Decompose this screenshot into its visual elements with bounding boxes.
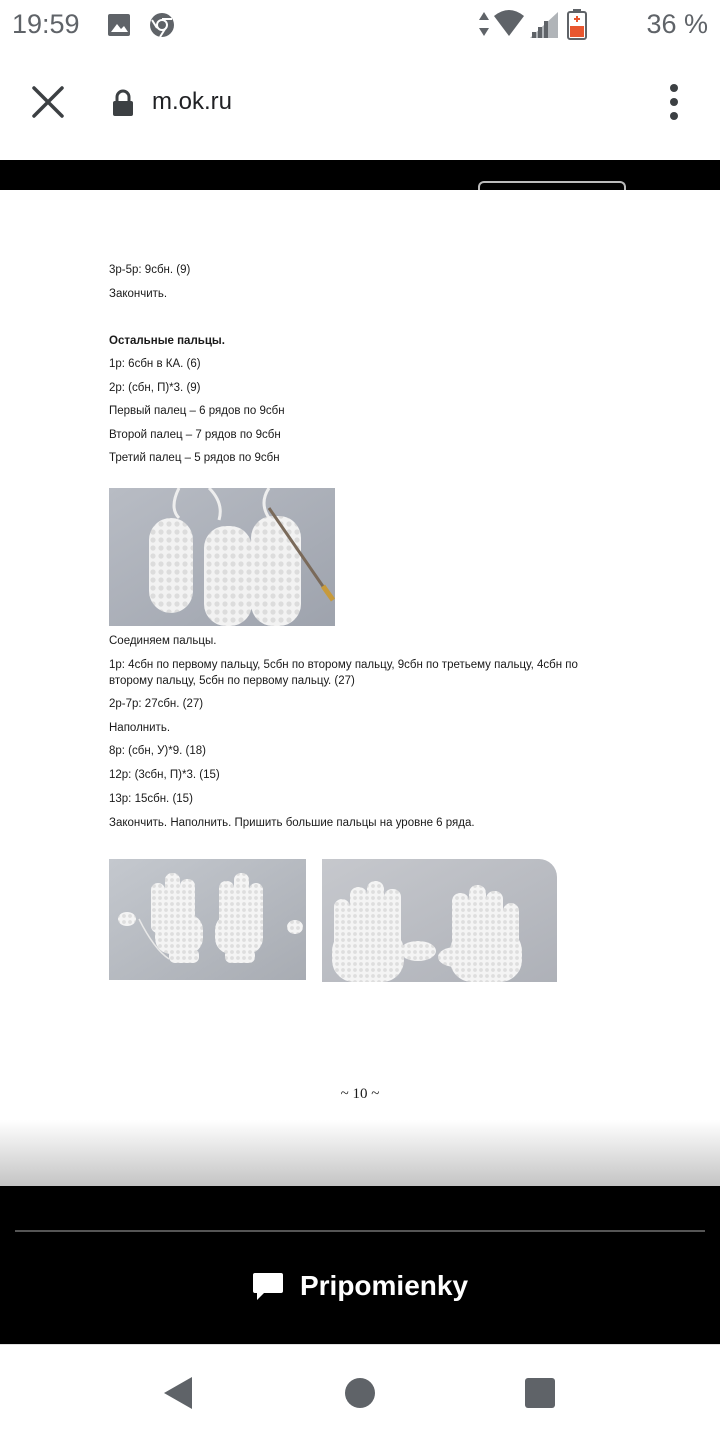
recents-icon — [522, 1375, 558, 1411]
status-bar — [0, 0, 720, 50]
doc-line: второму пальцу, 5сбн по первому пальцу. (27) — [109, 675, 355, 687]
status-left-icons — [106, 12, 186, 43]
home-icon — [342, 1375, 378, 1411]
document-fade — [0, 1120, 720, 1186]
close-icon — [26, 80, 70, 124]
wifi-icon — [494, 10, 524, 36]
comments-panel — [0, 1186, 720, 1344]
navigation-bar — [0, 1344, 720, 1441]
comments-button[interactable] — [0, 1256, 720, 1316]
comments-label: Pripomienky — [299, 1270, 469, 1301]
more-options-button[interactable] — [660, 82, 688, 122]
battery-percentage: 36 % — [646, 9, 708, 39]
comment-icon — [252, 1270, 284, 1302]
recents-button[interactable] — [522, 1375, 558, 1411]
lock-icon — [112, 89, 134, 122]
page-number: ~ 10 ~ — [340, 1086, 380, 1102]
battery-icon — [568, 9, 586, 39]
doc-line: 2р: (сбн, П)*3. (9) — [109, 382, 201, 394]
doc-line: 12р: (3сбн, П)*3. (15) — [109, 769, 220, 781]
fingers-photo — [109, 488, 335, 626]
status-time: 19:59 — [12, 9, 80, 39]
close-button[interactable] — [26, 80, 70, 124]
divider — [15, 1230, 705, 1232]
doc-line: Закончить. Наполнить. Пришить большие пальцы на уровне 6 ряда. — [109, 817, 475, 829]
signal-icon — [530, 12, 558, 38]
back-icon — [160, 1375, 196, 1411]
doc-line: Первый палец – 6 рядов по 9сбн — [109, 405, 285, 417]
more-vert-icon — [660, 82, 688, 122]
doc-line: Соединяем пальцы. — [109, 635, 217, 647]
url-text[interactable]: m.ok.ru — [152, 88, 233, 115]
image-icon — [108, 14, 130, 36]
back-button[interactable] — [160, 1375, 196, 1411]
section-heading: Остальные пальцы. — [109, 335, 225, 347]
data-arrows-icon — [479, 12, 489, 36]
doc-line: Третий палец – 5 рядов по 9сбн — [109, 452, 280, 464]
chrome-icon — [150, 13, 174, 37]
home-button[interactable] — [342, 1375, 378, 1411]
doc-line: 2р-7р: 27сбн. (27) — [109, 698, 204, 710]
doc-line: 8р: (сбн, У)*9. (18) — [109, 745, 206, 757]
document-page[interactable] — [0, 190, 720, 1120]
doc-line: 1р: 4сбн по первому пальцу, 5сбн по второму пальцу, 9сбн по третьему пальцу, 4сбн по — [109, 659, 578, 671]
doc-line: 3р-5р: 9сбн. (9) — [109, 264, 191, 276]
browser-toolbar — [0, 50, 720, 160]
doc-line: 13р: 15сбн. (15) — [109, 793, 193, 805]
gloves-photo-left — [109, 859, 306, 980]
doc-line: Наполнить. — [109, 722, 171, 734]
gloves-photo-right — [322, 859, 557, 982]
doc-line: 1р: 6сбн в КА. (6) — [109, 358, 201, 370]
doc-line: Второй палец – 7 рядов по 9сбн — [109, 429, 281, 441]
doc-line: Закончить. — [109, 288, 168, 300]
